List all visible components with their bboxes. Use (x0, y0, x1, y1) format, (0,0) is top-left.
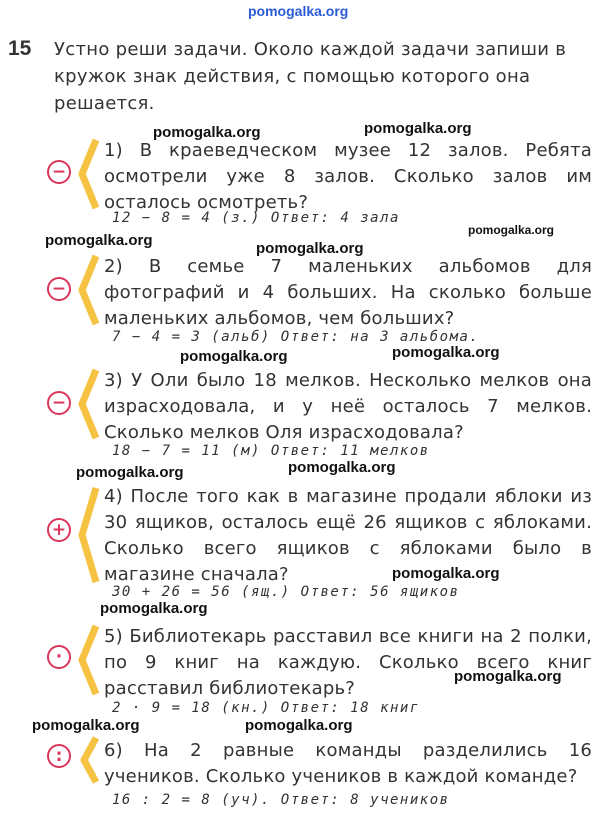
task-text: 5) Библиотекарь расставил все книги на 2 полки, по 9 книг на каждую. Сколько всего книг расставил библиотекарь? (104, 626, 592, 699)
operation-sign-circle[interactable]: + (47, 518, 71, 542)
watermark: pomogalka.org (245, 717, 353, 734)
yellow-bracket-icon (76, 486, 102, 584)
watermark: pomogalka.org (32, 717, 140, 734)
watermark: pomogalka.org (76, 464, 184, 481)
yellow-bracket-icon (76, 624, 102, 696)
handwritten-answer: 2 · 9 = 18 (кн.) Ответ: 18 книг (112, 700, 420, 716)
watermark: pomogalka.org (153, 124, 261, 141)
watermark: pomogalka.org (364, 120, 472, 137)
task-text: 3) У Оли было 18 мелков. Несколько мелков она израсходовала, и у неё осталось 7 мелков. Сколько мелков Оля израсходовала? (104, 370, 592, 443)
yellow-bracket-icon (76, 138, 102, 210)
watermark: pomogalka.org (468, 223, 555, 237)
watermark: pomogalka.org (392, 344, 500, 361)
operation-sign-circle[interactable]: − (47, 277, 71, 301)
exercise-number: 15 (8, 37, 32, 60)
watermark: pomogalka.org (100, 600, 208, 617)
yellow-bracket-icon (76, 254, 102, 326)
watermark: pomogalka.org (256, 240, 364, 257)
operation-sign-circle[interactable]: − (47, 160, 71, 184)
task-text: 2) В семье 7 маленьких альбомов для фотографий и 4 больших. На сколько больше маленьких альбомов, чем больших? (104, 256, 592, 329)
task-text: 1) В краеведческом музее 12 залов. Ребята осмотрели уже 8 залов. Сколько залов им осталось осмотреть? (104, 140, 592, 213)
task-text: 6) На 2 равные команды разделились 16 учеников. Сколько учеников в каждой команде? (104, 740, 592, 787)
watermark-top: pomogalka.org (248, 3, 349, 19)
handwritten-answer: 7 − 4 = 3 (альб) Ответ: на 3 альбома. (112, 329, 480, 345)
watermark: pomogalka.org (454, 668, 562, 685)
operation-sign-circle[interactable]: : (47, 744, 71, 768)
watermark: pomogalka.org (288, 459, 396, 476)
watermark: pomogalka.org (45, 232, 153, 249)
handwritten-answer: 16 : 2 = 8 (уч). Ответ: 8 учеников (112, 792, 450, 808)
handwritten-answer: 18 − 7 = 11 (м) Ответ: 11 мелков (112, 443, 430, 459)
yellow-bracket-icon (76, 368, 102, 440)
watermark: pomogalka.org (392, 565, 500, 582)
task-text: 4) После того как в магазине продали яблоки из 30 ящиков, осталось ещё 26 ящиков с яблоками. Сколько всего ящиков с яблоками было в магазине сначала? (104, 486, 592, 585)
exercise-instruction: Устно реши задачи. Около каждой задачи запиши в кружок знак действия, с помощью которого она решается. (54, 39, 567, 114)
operation-sign-circle[interactable]: − (47, 391, 71, 415)
handwritten-answer: 30 + 26 = 56 (ящ.) Ответ: 56 ящиков (112, 584, 460, 600)
handwritten-answer: 12 − 8 = 4 (з.) Ответ: 4 зала (112, 210, 400, 226)
watermark: pomogalka.org (180, 348, 288, 365)
yellow-bracket-icon (76, 736, 102, 784)
operation-sign-circle[interactable]: · (47, 645, 71, 669)
